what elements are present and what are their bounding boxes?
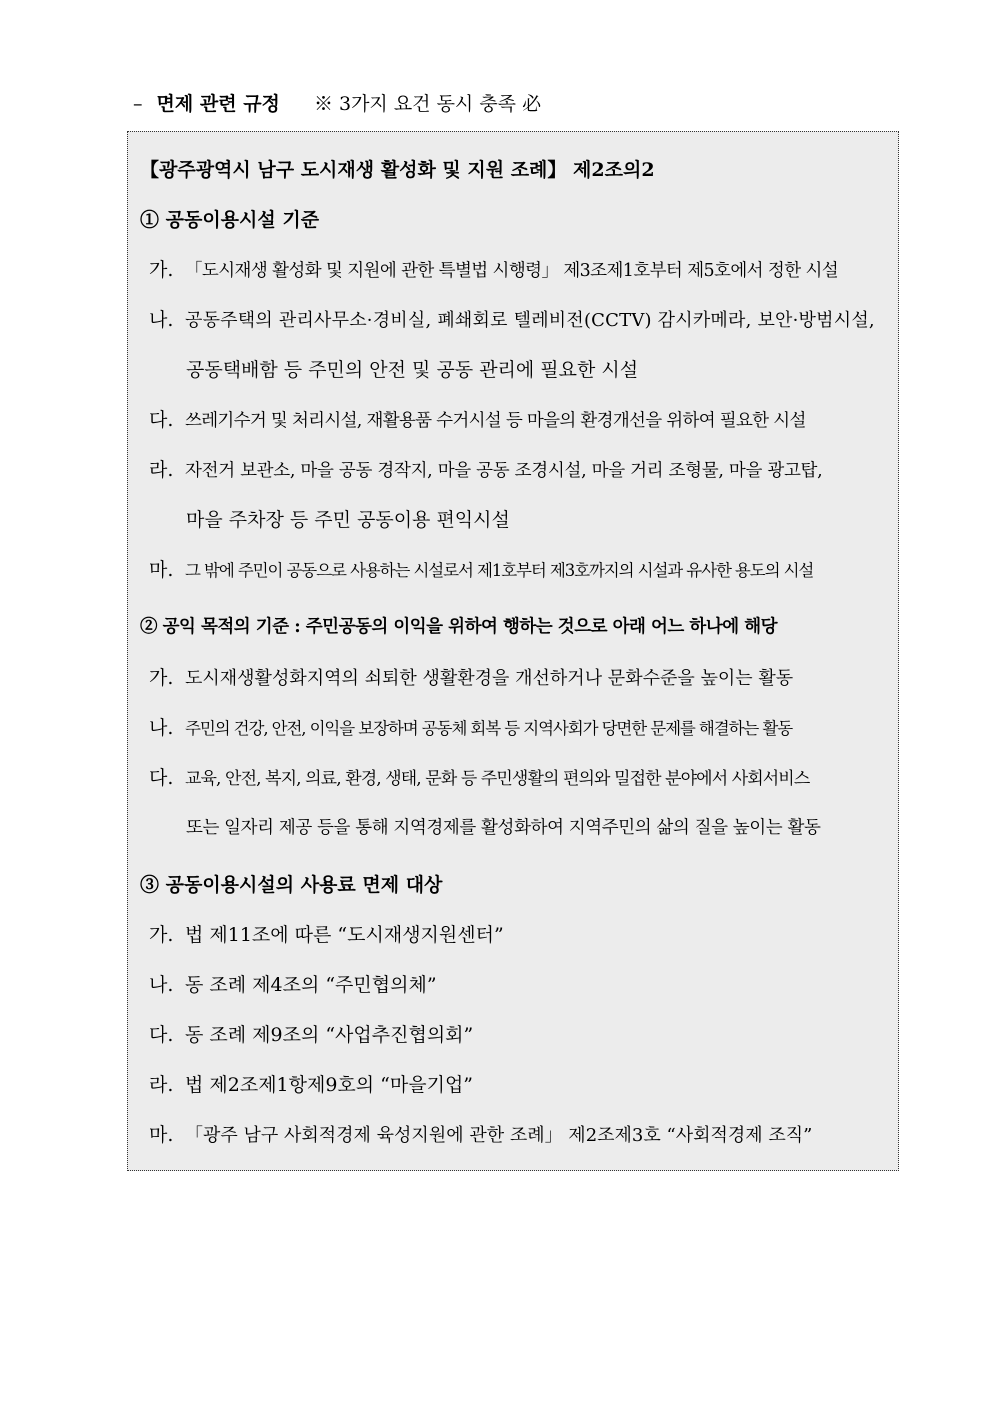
list-item — [149, 1073, 473, 1097]
section-1-title: ① 공동이용시설 기준 — [140, 209, 320, 231]
list-item — [149, 558, 813, 583]
item-prefix: 가. — [149, 259, 174, 281]
item-prefix: 나. — [149, 309, 174, 331]
section-3-title: ③ 공동이용시설의 사용료 면제 대상 — [140, 874, 443, 896]
list-item — [149, 666, 793, 691]
list-item — [149, 408, 806, 433]
item-text: 도시재생활성화지역의 쇠퇴한 생활환경을 개선하거나 문화수준을 높이는 활동 — [185, 668, 794, 689]
regulation-heading: 【광주광역시 남구 도시재생 활성화 및 지원 조례】 제2조의2 — [140, 159, 655, 181]
header-dash: – — [133, 93, 143, 115]
item-text: 법 제11조에 따른 “도시재생지원센터” — [185, 924, 504, 946]
item-prefix: 가. — [149, 667, 174, 689]
item-continuation: 마을 주차장 등 주민 공동이용 편익시설 — [186, 509, 510, 531]
item-prefix: 마. — [149, 1124, 174, 1146]
list-item — [149, 258, 838, 283]
item-text: 공동주택의 관리사무소·경비실, 폐쇄회로 텔레비전(CCTV) 감시카메라, 보안·방범시설, — [185, 310, 875, 331]
list-item — [149, 1023, 473, 1047]
section-header — [133, 89, 541, 116]
item-continuation: 또는 일자리 제공 등을 통해 지역경제를 활성화하여 지역주민의 삶의 질을 높이는 활동 — [186, 818, 821, 838]
item-prefix: 다. — [149, 767, 174, 789]
item-continuation: 공동택배함 등 주민의 안전 및 공동 관리에 필요한 시설 — [186, 359, 639, 381]
item-prefix: 라. — [149, 459, 174, 481]
list-item — [149, 308, 875, 333]
list-item — [149, 973, 437, 997]
list-item — [149, 766, 809, 791]
list-item — [149, 458, 822, 483]
item-text: 주민의 건강, 안전, 이익을 보장하며 공동체 회복 등 지역사회가 당면한 문제를 해결하는 활동 — [185, 719, 793, 738]
item-text: 쓰레기수거 및 처리시설, 재활용품 수거시설 등 마을의 환경개선을 위하여 필요한 시설 — [185, 411, 806, 431]
item-prefix: 다. — [149, 409, 174, 431]
item-prefix: 다. — [149, 1024, 174, 1046]
list-item — [149, 716, 792, 741]
item-text: 법 제2조제1항제9호의 “마을기업” — [185, 1074, 474, 1096]
section-2-title: ② 공익 목적의 기준 : 주민공동의 이익을 위하여 행하는 것으로 아래 어느 하나에 해당 — [140, 617, 778, 637]
item-text: 「광주 남구 사회적경제 육성지원에 관한 조례」 제2조제3호 “사회적경제 조직” — [185, 1125, 813, 1146]
item-prefix: 라. — [149, 1074, 174, 1096]
list-item — [149, 923, 504, 947]
header-note: ※ 3가지 요건 동시 충족 必 — [313, 93, 542, 115]
item-prefix: 마. — [149, 559, 174, 581]
item-prefix: 나. — [149, 717, 174, 739]
regulation-box — [127, 131, 899, 1171]
list-item — [149, 1123, 812, 1148]
item-text: 자전거 보관소, 마을 공동 경작지, 마을 공동 조경시설, 마을 거리 조형물, 마을 광고탑, — [185, 461, 823, 481]
item-text: 동 조례 제9조의 “사업추진협의회” — [185, 1024, 474, 1046]
header-title: 면제 관련 규정 — [156, 93, 280, 115]
item-text: 「도시재생 활성화 및 지원에 관한 특별법 시행령」 제3조제1호부터 제5호에서 정한 시설 — [185, 261, 839, 281]
item-text: 동 조례 제4조의 “주민협의체” — [185, 974, 437, 996]
item-prefix: 나. — [149, 974, 174, 996]
item-text: 그 밖에 주민이 공동으로 사용하는 시설로서 제1호부터 제3호까지의 시설과 유사한 용도의 시설 — [185, 561, 814, 580]
item-prefix: 가. — [149, 924, 174, 946]
item-text: 교육, 안전, 복지, 의료, 환경, 생태, 문화 등 주민생활의 편의와 밀접한 분야에서 사회서비스 — [185, 769, 810, 789]
